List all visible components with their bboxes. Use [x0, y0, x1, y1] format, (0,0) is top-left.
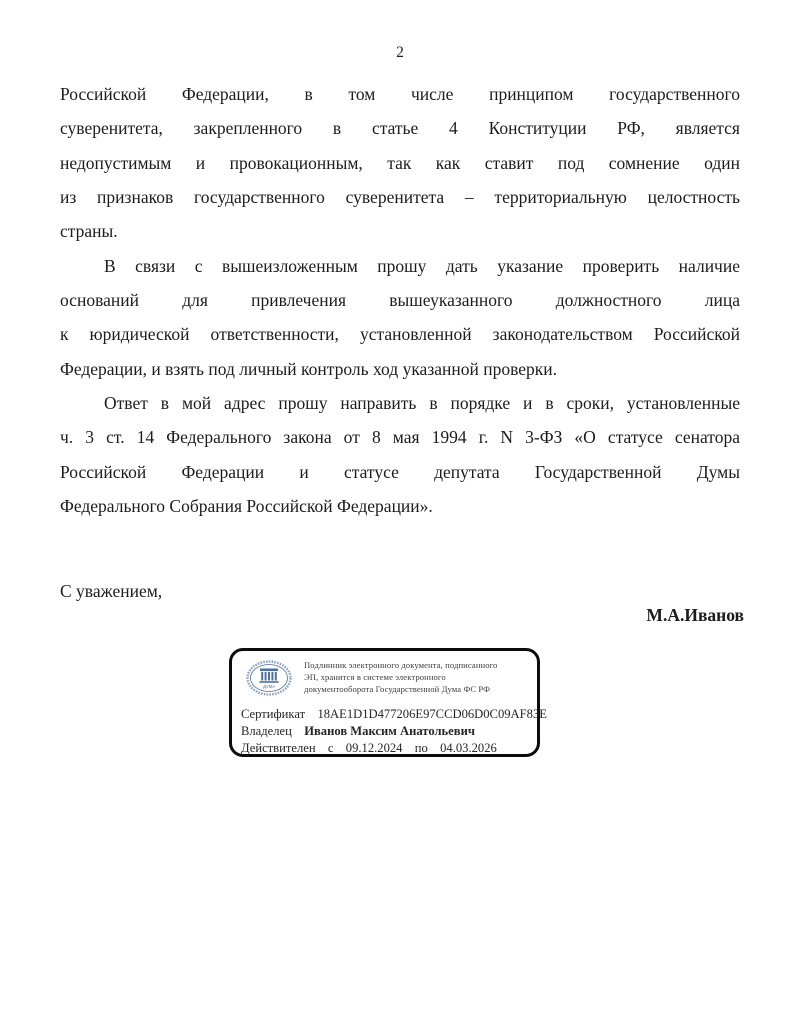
closing-salutation: С уважением,	[60, 581, 163, 601]
text-line: Российской Федерации, в том числе принципом государственного	[60, 84, 740, 104]
disclaimer-line: ЭП, хранится в системе электронного	[304, 671, 446, 682]
text-line: Ответ в мой адрес прошу направить в порядке и в сроки, установленные	[104, 392, 740, 413]
text-line: страны.	[60, 221, 118, 242]
text-line: Российской Федерации и статусе депутата Государственной Думы	[60, 461, 740, 482]
valid-to-label: по	[414, 740, 428, 755]
validity-label: Действителен	[241, 740, 316, 755]
stamp-header	[232, 651, 537, 703]
valid-from-label: с	[327, 740, 334, 755]
text-line: Федерального Собрания Российской Федерации».	[60, 495, 433, 516]
text-line: В связи с вышеизложенным прошу дать указание проверить наличие	[104, 255, 740, 276]
valid-to-date: 04.03.2026	[440, 740, 497, 755]
signatory-name: М.А.Иванов	[646, 605, 744, 625]
page-number: 2	[396, 44, 404, 61]
text-line: суверенитета, закрепленного в статье 4 Конституции РФ, является	[60, 118, 740, 139]
text-line: из признаков государственного суверенитета – территориальную целостность	[60, 186, 740, 207]
duma-emblem-icon	[246, 660, 292, 703]
certificate-label: Сертификат	[241, 707, 306, 721]
certificate-value: 18AE1D1D477206E97CCD06D0C09AF83E	[317, 707, 547, 721]
valid-from-date: 09.12.2024	[345, 740, 403, 755]
validity-row	[241, 740, 529, 757]
document-body	[60, 77, 740, 523]
owner-label: Владелец	[241, 723, 292, 738]
text-line: Федерации, и взять под личный контроль ход указанной проверки.	[60, 358, 558, 379]
signature-stamp	[229, 648, 547, 757]
stamp-details	[232, 703, 547, 756]
text-line: недопустимым и провокационным, так как ставит под сомнение один	[60, 152, 740, 173]
emblem-caption: ДУМА	[263, 683, 275, 689]
certificate-row	[241, 706, 547, 723]
text-line: ч. 3 ст. 14 Федерального закона от 8 мая 1994 г. N 3-ФЗ «О статусе сенатора	[60, 427, 740, 448]
text-line: к юридической ответственности, установленной законодательством Российской	[60, 324, 740, 345]
disclaimer-line: документооборота Государственной Дума ФС РФ	[304, 683, 491, 694]
owner-name: Иванов Максим Анатольевич	[304, 723, 475, 738]
disclaimer-line: Подлинник электронного документа, подписанного	[304, 660, 498, 670]
text-line: оснований для привлечения вышеуказанного должностного лица	[60, 289, 740, 310]
owner-row	[241, 723, 529, 740]
stamp-disclaimer	[304, 658, 497, 695]
